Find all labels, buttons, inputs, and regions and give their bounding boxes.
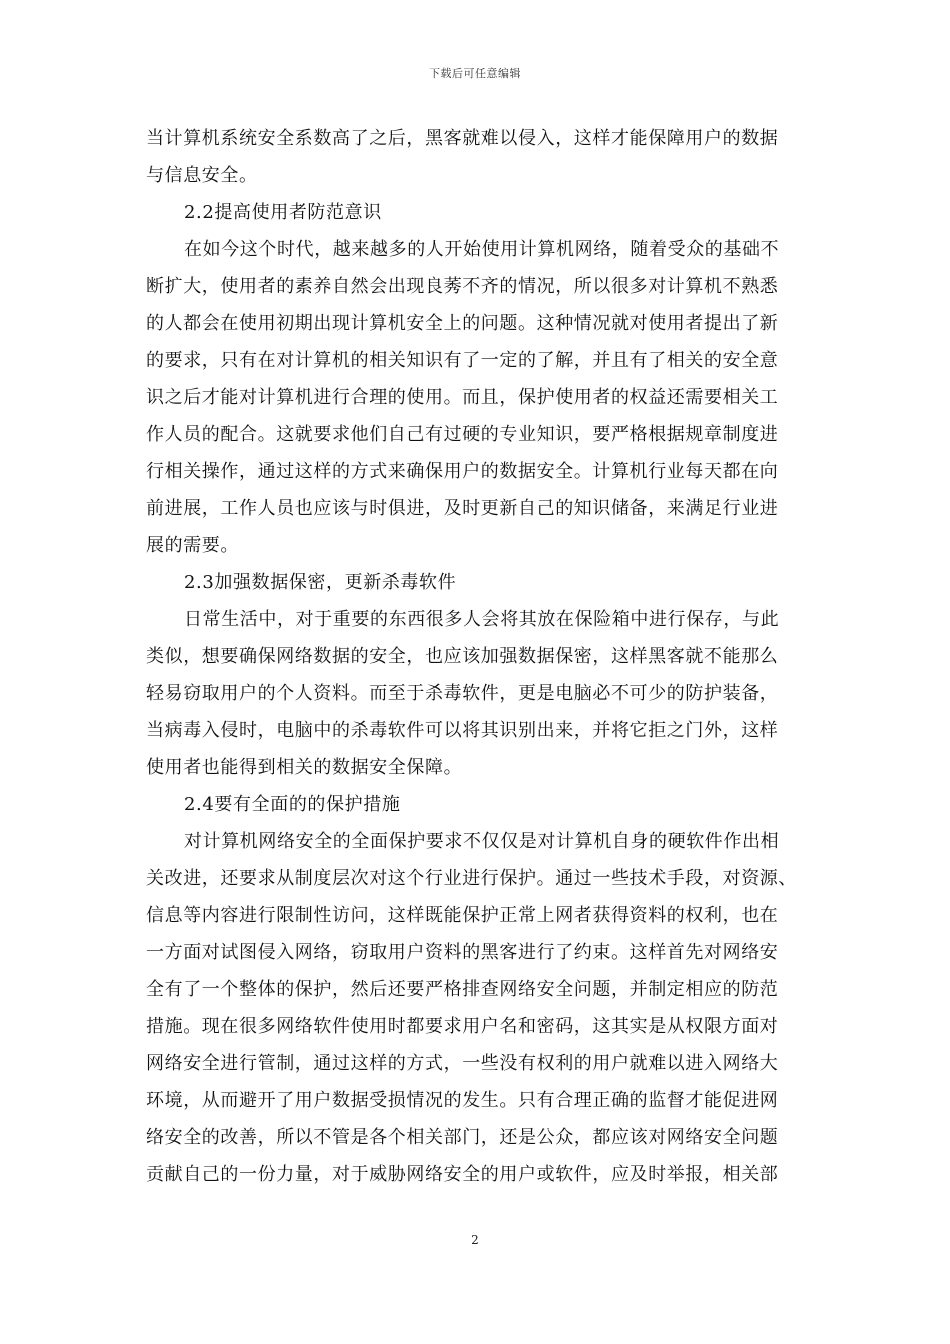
- paragraph-start: 对计算机网络安全的全面保护要求不仅仅是对计算机自身的硬软件作出相: [184, 831, 780, 852]
- body-line: 使用者也能得到相关的数据安全保障。: [146, 757, 463, 778]
- body-line: 断扩大，使用者的素养自然会出现良莠不齐的情况，所以很多对计算机不熟悉: [146, 276, 779, 297]
- body-line: 贡献自己的一份力量，对于威胁网络安全的用户或软件，应及时举报，相关部: [146, 1164, 779, 1185]
- body-line: 络安全的改善，所以不管是各个相关部门，还是公众，都应该对网络安全问题: [146, 1127, 779, 1148]
- document-body: [146, 120, 810, 1193]
- body-line: 全有了一个整体的保护，然后还要严格排查网络安全问题，并制定相应的防范: [146, 979, 779, 1000]
- body-line: 作人员的配合。这就要求他们自己有过硬的专业知识，要严格根据规章制度进: [146, 424, 779, 445]
- body-line: 与信息安全。: [146, 165, 258, 186]
- body-line: 识之后才能对计算机进行合理的使用。而且，保护使用者的权益还需要相关工: [146, 387, 779, 408]
- body-line: 措施。现在很多网络软件使用时都要求用户名和密码，这其实是从权限方面对: [146, 1016, 779, 1037]
- page-number: 2: [471, 1233, 479, 1247]
- paragraph-start: 在如今这个时代，越来越多的人开始使用计算机网络，随着受众的基础不: [184, 239, 780, 260]
- page-header: 下载后可任意编辑: [429, 67, 521, 80]
- body-line: 展的需要。: [146, 535, 239, 556]
- body-line: 信息等内容进行限制性访问，这样既能保护正常上网者获得资料的权利，也在: [146, 905, 779, 926]
- body-line: 一方面对试图侵入网络，窃取用户资料的黑客进行了约束。这样首先对网络安: [146, 942, 779, 963]
- body-line: 网络安全进行管制，通过这样的方式，一些没有权利的用户就难以进入网络大: [146, 1053, 779, 1074]
- section-heading-2-3: 2.3加强数据保密，更新杀毒软件: [184, 572, 457, 593]
- body-line: 环境，从而避开了用户数据受损情况的发生。只有合理正确的监督才能促进网: [146, 1090, 779, 1111]
- body-line: 前进展，工作人员也应该与时俱进，及时更新自己的知识储备，来满足行业进: [146, 498, 779, 519]
- body-line: 当计算机系统安全系数高了之后，黑客就难以侵入，这样才能保障用户的数据: [146, 128, 779, 149]
- body-line: 轻易窃取用户的个人资料。而至于杀毒软件，更是电脑必不可少的防护装备，: [146, 683, 779, 704]
- body-line: 的要求，只有在对计算机的相关知识有了一定的了解，并且有了相关的安全意: [146, 350, 779, 371]
- body-line: 的人都会在使用初期出现计算机安全上的问题。这种情况就对使用者提出了新: [146, 313, 779, 334]
- section-heading-2-4: 2.4要有全面的的保护措施: [184, 794, 401, 815]
- body-line: 当病毒入侵时，电脑中的杀毒软件可以将其识别出来，并将它拒之门外，这样: [146, 720, 779, 741]
- body-line: 类似，想要确保网络数据的安全，也应该加强数据保密，这样黑客就不能那么: [146, 646, 779, 667]
- body-line: 关改进，还要求从制度层次对这个行业进行保护。通过一些技术手段，对资源、: [146, 868, 797, 889]
- body-line: 行相关操作，通过这样的方式来确保用户的数据安全。计算机行业每天都在向: [146, 461, 779, 482]
- paragraph-start: 日常生活中，对于重要的东西很多人会将其放在保险箱中进行保存，与此: [184, 609, 780, 630]
- section-heading-2-2: 2.2提高使用者防范意识: [184, 202, 382, 223]
